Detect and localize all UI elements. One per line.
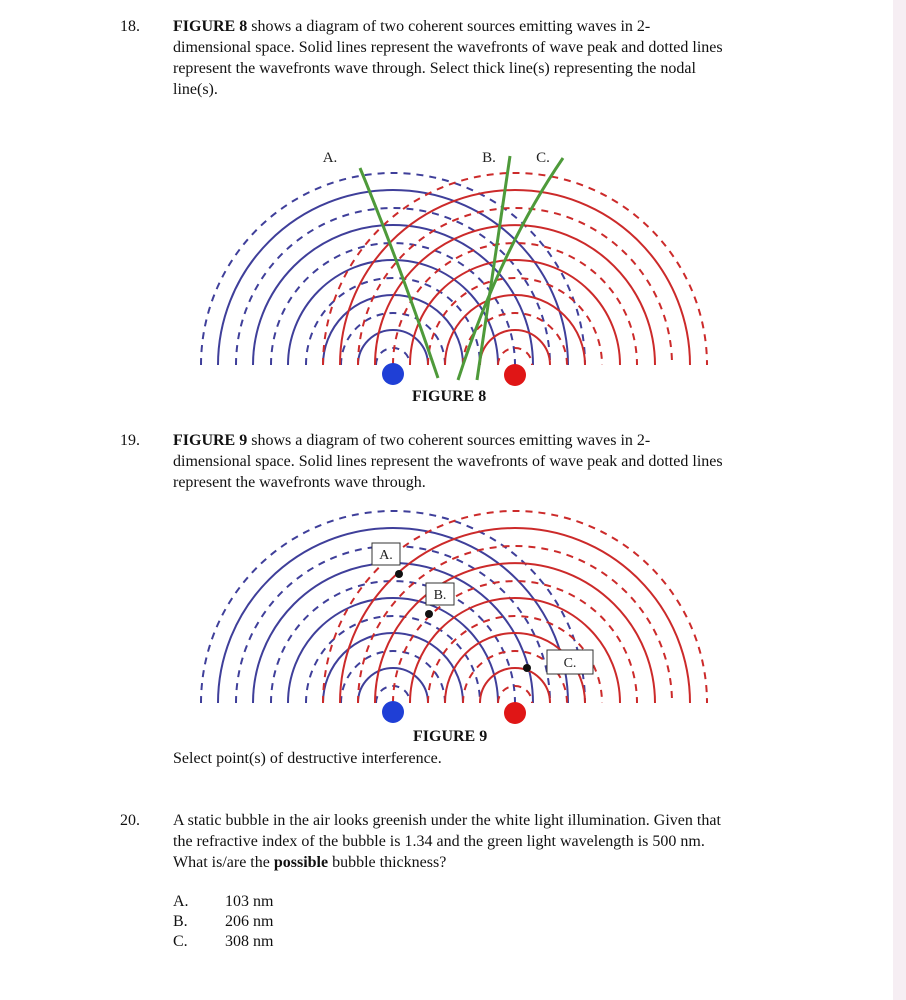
- option-b-value: 206 nm: [225, 913, 274, 930]
- figure-8-caption: FIGURE 8: [412, 388, 487, 405]
- figure-9-blue-trough-wavefront-6: [201, 511, 585, 703]
- figure-8-label-c: C.: [536, 150, 550, 166]
- figure-9-red-source: [504, 702, 526, 724]
- figure-8-red-source: [504, 364, 526, 386]
- figure-8-nodal-line-a: [360, 168, 438, 378]
- question-20-line-1: A static bubble in the air looks greenish under the white light illumination. Given that: [173, 812, 721, 829]
- question-18-line-2: dimensional space. Solid lines represent the wavefronts of wave peak and dotted lines: [173, 39, 723, 56]
- figure-8-label-a: A.: [322, 150, 338, 166]
- figure-9-label-c: C.: [563, 656, 577, 671]
- figure-8-blue-trough-wavefront-5: [236, 208, 550, 365]
- figure-9-diagram: [0, 500, 906, 730]
- figure-9-blue-trough-wavefront-2: [341, 651, 445, 703]
- figure-9-reference: FIGURE 9: [173, 432, 248, 449]
- figure-8-reference: FIGURE 8: [173, 18, 248, 35]
- option-a-value: 103 nm: [225, 893, 274, 910]
- figure-8-nodal-line-b: [477, 156, 510, 380]
- question-18-line-1: FIGURE 8 shows a diagram of two coherent sources emitting waves in 2-: [173, 18, 651, 35]
- option-c[interactable]: [173, 932, 273, 952]
- figure-9-blue-source: [382, 701, 404, 723]
- figure-9-blue-trough-wavefront-5: [236, 546, 550, 703]
- option-a-letter: A.: [173, 893, 189, 910]
- figure-9-red-trough-wavefront-6: [323, 511, 707, 703]
- question-18-line-4: line(s).: [173, 81, 218, 98]
- figure-8-blue-source: [382, 363, 404, 385]
- question-20-line-2: the refractive index of the bubble is 1.34 and the green light wavelength is 500 nm.: [173, 833, 705, 850]
- figure-9-label-a: A.: [379, 548, 393, 563]
- option-c-letter: C.: [173, 933, 188, 950]
- question-20-line-3: What is/are the possible bubble thickness?: [173, 854, 447, 871]
- emphasis-possible: possible: [273, 854, 329, 871]
- question-19-text: [173, 430, 813, 493]
- option-b[interactable]: [173, 912, 273, 932]
- question-19-number: 19.: [120, 432, 140, 449]
- figure-8-label-b: B.: [482, 150, 496, 166]
- figure-8-blue-trough-wavefront-6: [201, 173, 585, 365]
- option-c-value: 308 nm: [225, 933, 274, 950]
- figure-9-point-b: [425, 610, 433, 618]
- figure-9-red-trough-wavefront-5: [358, 546, 672, 703]
- question-20-number: 20.: [120, 812, 140, 829]
- question-18-line-3: represent the wavefronts wave through. Select thick line(s) representing the nodal: [173, 60, 696, 77]
- question-18-number: 18.: [120, 18, 140, 35]
- option-a[interactable]: [173, 892, 273, 912]
- figure-8-red-trough-wavefront-6: [323, 173, 707, 365]
- question-19-line-2: dimensional space. Solid lines represent the wavefronts of wave peak and dotted lines: [173, 453, 723, 470]
- question-19-prompt: Select point(s) of destructive interference.: [173, 750, 442, 767]
- question-19-line-3: represent the wavefronts wave through.: [173, 474, 426, 491]
- figure-9-caption: FIGURE 9: [413, 728, 488, 745]
- option-b-letter: B.: [173, 913, 188, 930]
- figure-9-label-b: B.: [433, 588, 447, 603]
- question-20-text: [173, 810, 813, 873]
- figure-9-point-c: [523, 664, 531, 672]
- figure-8-diagram: [0, 0, 906, 420]
- question-19-line-1: FIGURE 9 shows a diagram of two coherent sources emitting waves in 2-: [173, 432, 651, 449]
- figure-9-point-a: [395, 570, 403, 578]
